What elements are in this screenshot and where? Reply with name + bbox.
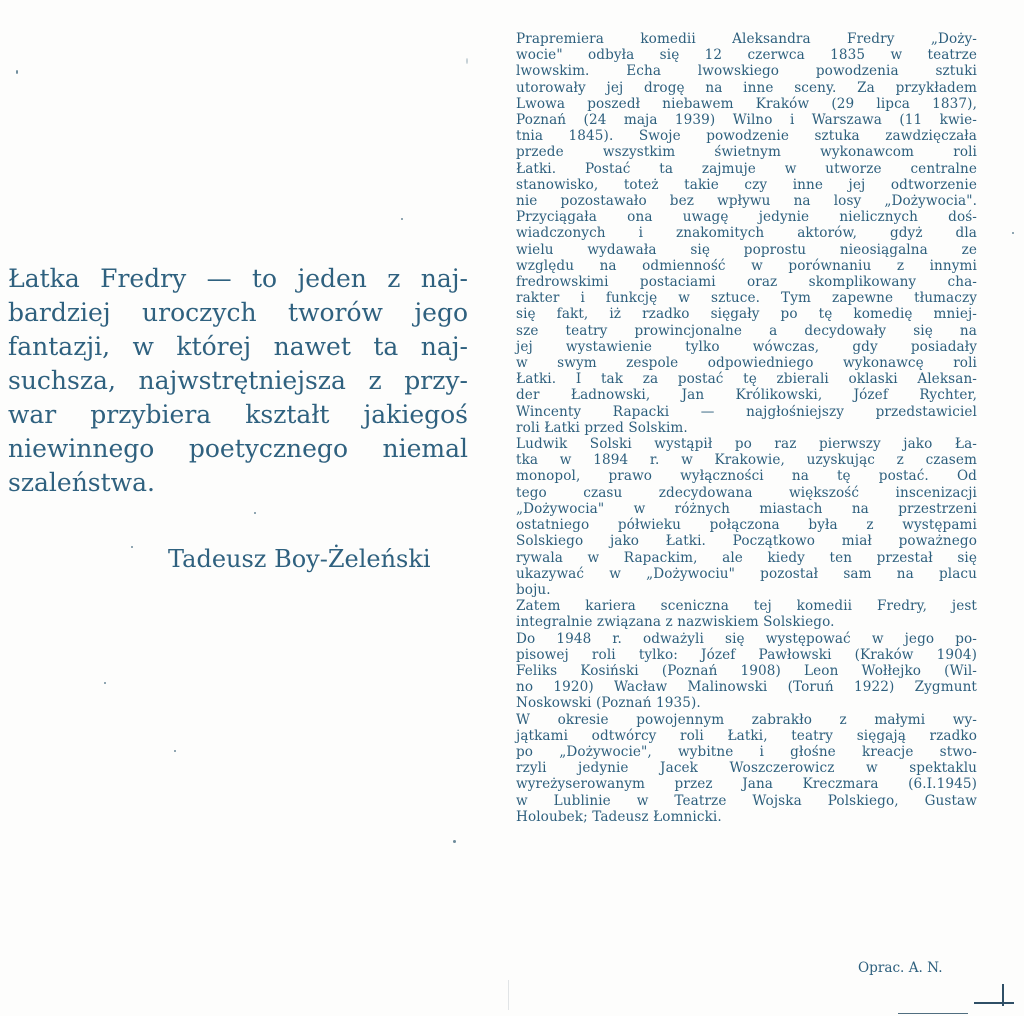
article-line: jątkami odtwórcy roli Łatki, teatry sięgają rzadko <box>516 727 977 744</box>
article-line: po „Dożywocie", wybitne i głośne kreacje stwo- <box>516 743 977 760</box>
scan-speck <box>453 840 456 843</box>
article-line: roli Łatki przed Solskim. <box>516 419 688 436</box>
crop-mark-vertical <box>1002 984 1004 1006</box>
article-line: ukazywać w „Dożywociu" pozostał sam na placu <box>516 565 977 582</box>
article-line: fredrowskimi postaciami oraz skomplikowany cha- <box>516 274 977 291</box>
scan-speck <box>254 512 256 514</box>
article-line: w swym zespole odpowiedniego wykonawcę roli <box>516 355 977 372</box>
article-line: pisowej roli tylko: Józef Pawłowski (Kraków 1904) <box>516 646 977 663</box>
quote-line: suchsza, najwstrętniejsza z przy- <box>8 366 468 395</box>
quote-line: Łatka Fredry — to jeden z naj- <box>8 264 468 293</box>
scan-speck <box>131 546 133 548</box>
article-line: Wincenty Rapacki — najgłośniejszy przedstawiciel <box>516 403 977 420</box>
article-line: boju. <box>516 581 551 598</box>
article-line: tka w 1894 r. w Krakowie, uzyskując z czasem <box>516 452 977 469</box>
quote-author: Tadeusz Boy-Żeleński <box>168 545 431 573</box>
article-line: Holoubek; Tadeusz Łomnicki. <box>516 808 722 825</box>
scan-speck <box>466 58 468 64</box>
article-line: rzyli jedynie Jacek Woszczerowicz w spektaklu <box>516 760 977 777</box>
crop-mark <box>974 984 1014 1010</box>
article-line: monopol, prawo wyłączności na tę postać. Od <box>516 468 977 485</box>
article-line: Prapremiera komedii Aleksandra Fredry „Doży- <box>516 31 977 47</box>
article-line: Lwowa poszedł niebawem Kraków (29 lipca 1837), <box>516 95 977 112</box>
article-line: Feliks Kosiński (Poznań 1908) Leon Wołłejko (Wil- <box>516 662 977 679</box>
quote-line: war przybiera kształt jakiegoś <box>8 400 468 429</box>
scan-speck <box>1012 232 1014 234</box>
article-line: Solskiego jako Łatki. Początkowo miał poważnego <box>516 533 977 550</box>
article-line: tego czasu zdecydowana większość inscenizacji <box>516 484 977 501</box>
article-line: wyreżyserowanym przez Jana Kreczmara (6.I.1945) <box>516 776 977 793</box>
article-line: przede wszystkim świetnym wykonawcom roli <box>516 144 977 161</box>
article-line: „Dożywocia" w różnych miastach na przestrzeni <box>516 500 977 517</box>
article-line: wielu wydawała się poprostu nieosiągalna ze <box>516 241 977 258</box>
article-line: rywala w Rapackim, ale kiedy ten przestał się <box>516 549 977 566</box>
article-line: Przyciągała ona uwagę jedynie nielicznych doś- <box>516 209 977 226</box>
article-signature: Oprac. A. N. <box>858 960 943 976</box>
epigraph-quote <box>8 262 468 500</box>
article-line: względu na odmienność w porównaniu z innymi <box>516 257 977 274</box>
bottom-rule <box>898 1013 968 1014</box>
article-line: nie pozostawało bez wpływu na losy „Dożywocia". <box>516 193 977 210</box>
article-line: Łatki. I tak za postać tę zbierali oklaski Aleksan- <box>516 371 977 388</box>
crop-mark-horizontal <box>974 1002 1014 1004</box>
scan-speck <box>174 750 176 752</box>
article-line: Do 1948 r. odważyli się występować w jego po- <box>516 630 977 647</box>
article-line: sze teatry prowincjonalne a decydowały się na <box>516 322 977 339</box>
scan-speck <box>16 70 18 74</box>
article-line: Zatem kariera sceniczna tej komedii Fredry, jest <box>516 598 977 615</box>
article-text <box>516 31 977 825</box>
scan-speck <box>401 218 403 220</box>
article-line: się fakt, iż rzadko sięgały po tę komedię mniej- <box>516 306 977 323</box>
article-line: rakter i funkcję w sztuce. Tym zapewne tłumaczy <box>516 290 977 307</box>
article-line: W okresie powojennym zabrakło z małymi wy- <box>516 711 977 728</box>
article-line: Poznań (24 maja 1939) Wilno i Warszawa (11 kwie- <box>516 112 977 129</box>
article-line: stanowisko, toteż takie czy inne jej odtworzenie <box>516 176 977 193</box>
article-line: Ludwik Solski wystąpił po raz pierwszy jako Ła- <box>516 436 977 453</box>
article-line: lwowskim. Echa lwowskiego powodzenia sztuki <box>516 63 977 80</box>
article-line: Noskowski (Poznań 1935). <box>516 695 701 712</box>
article-line: wiadczonych i znakomitych aktorów, gdyż dla <box>516 225 977 242</box>
article-line: w Lublinie w Teatrze Wojska Polskiego, Gustaw <box>516 792 977 809</box>
article-line: Łatki. Postać ta zajmuje w utworze centralne <box>516 160 977 177</box>
paper-fold-line <box>508 980 509 1010</box>
quote-line: fantazji, w której nawet ta naj- <box>8 332 468 361</box>
quote-line: bardziej uroczych tworów jego <box>8 298 468 327</box>
article-line: der Ładnowski, Jan Królikowski, Józef Rychter, <box>516 387 977 404</box>
article-line: tnia 1845). Swoje powodzenie sztuka zawdzięczała <box>516 128 977 145</box>
article-line: jej wystawienie tylko wówczas, gdy posiadały <box>516 338 977 355</box>
article-line: ostatniego półwieku połączona była z występami <box>516 517 977 534</box>
article-line: integralnie związana z nazwiskiem Solskiego. <box>516 614 835 631</box>
quote-line: niewinnego poetycznego niemal <box>8 434 468 463</box>
quote-line: szaleństwa. <box>8 468 155 497</box>
article-line: wocie" odbyła się 12 czerwca 1835 w teatrze <box>516 47 977 64</box>
article-line: utorowały jej drogę na inne sceny. Za przykładem <box>516 79 977 96</box>
scan-speck <box>104 682 106 684</box>
article-line: no 1920) Wacław Malinowski (Toruń 1922) Zygmunt <box>516 679 977 696</box>
